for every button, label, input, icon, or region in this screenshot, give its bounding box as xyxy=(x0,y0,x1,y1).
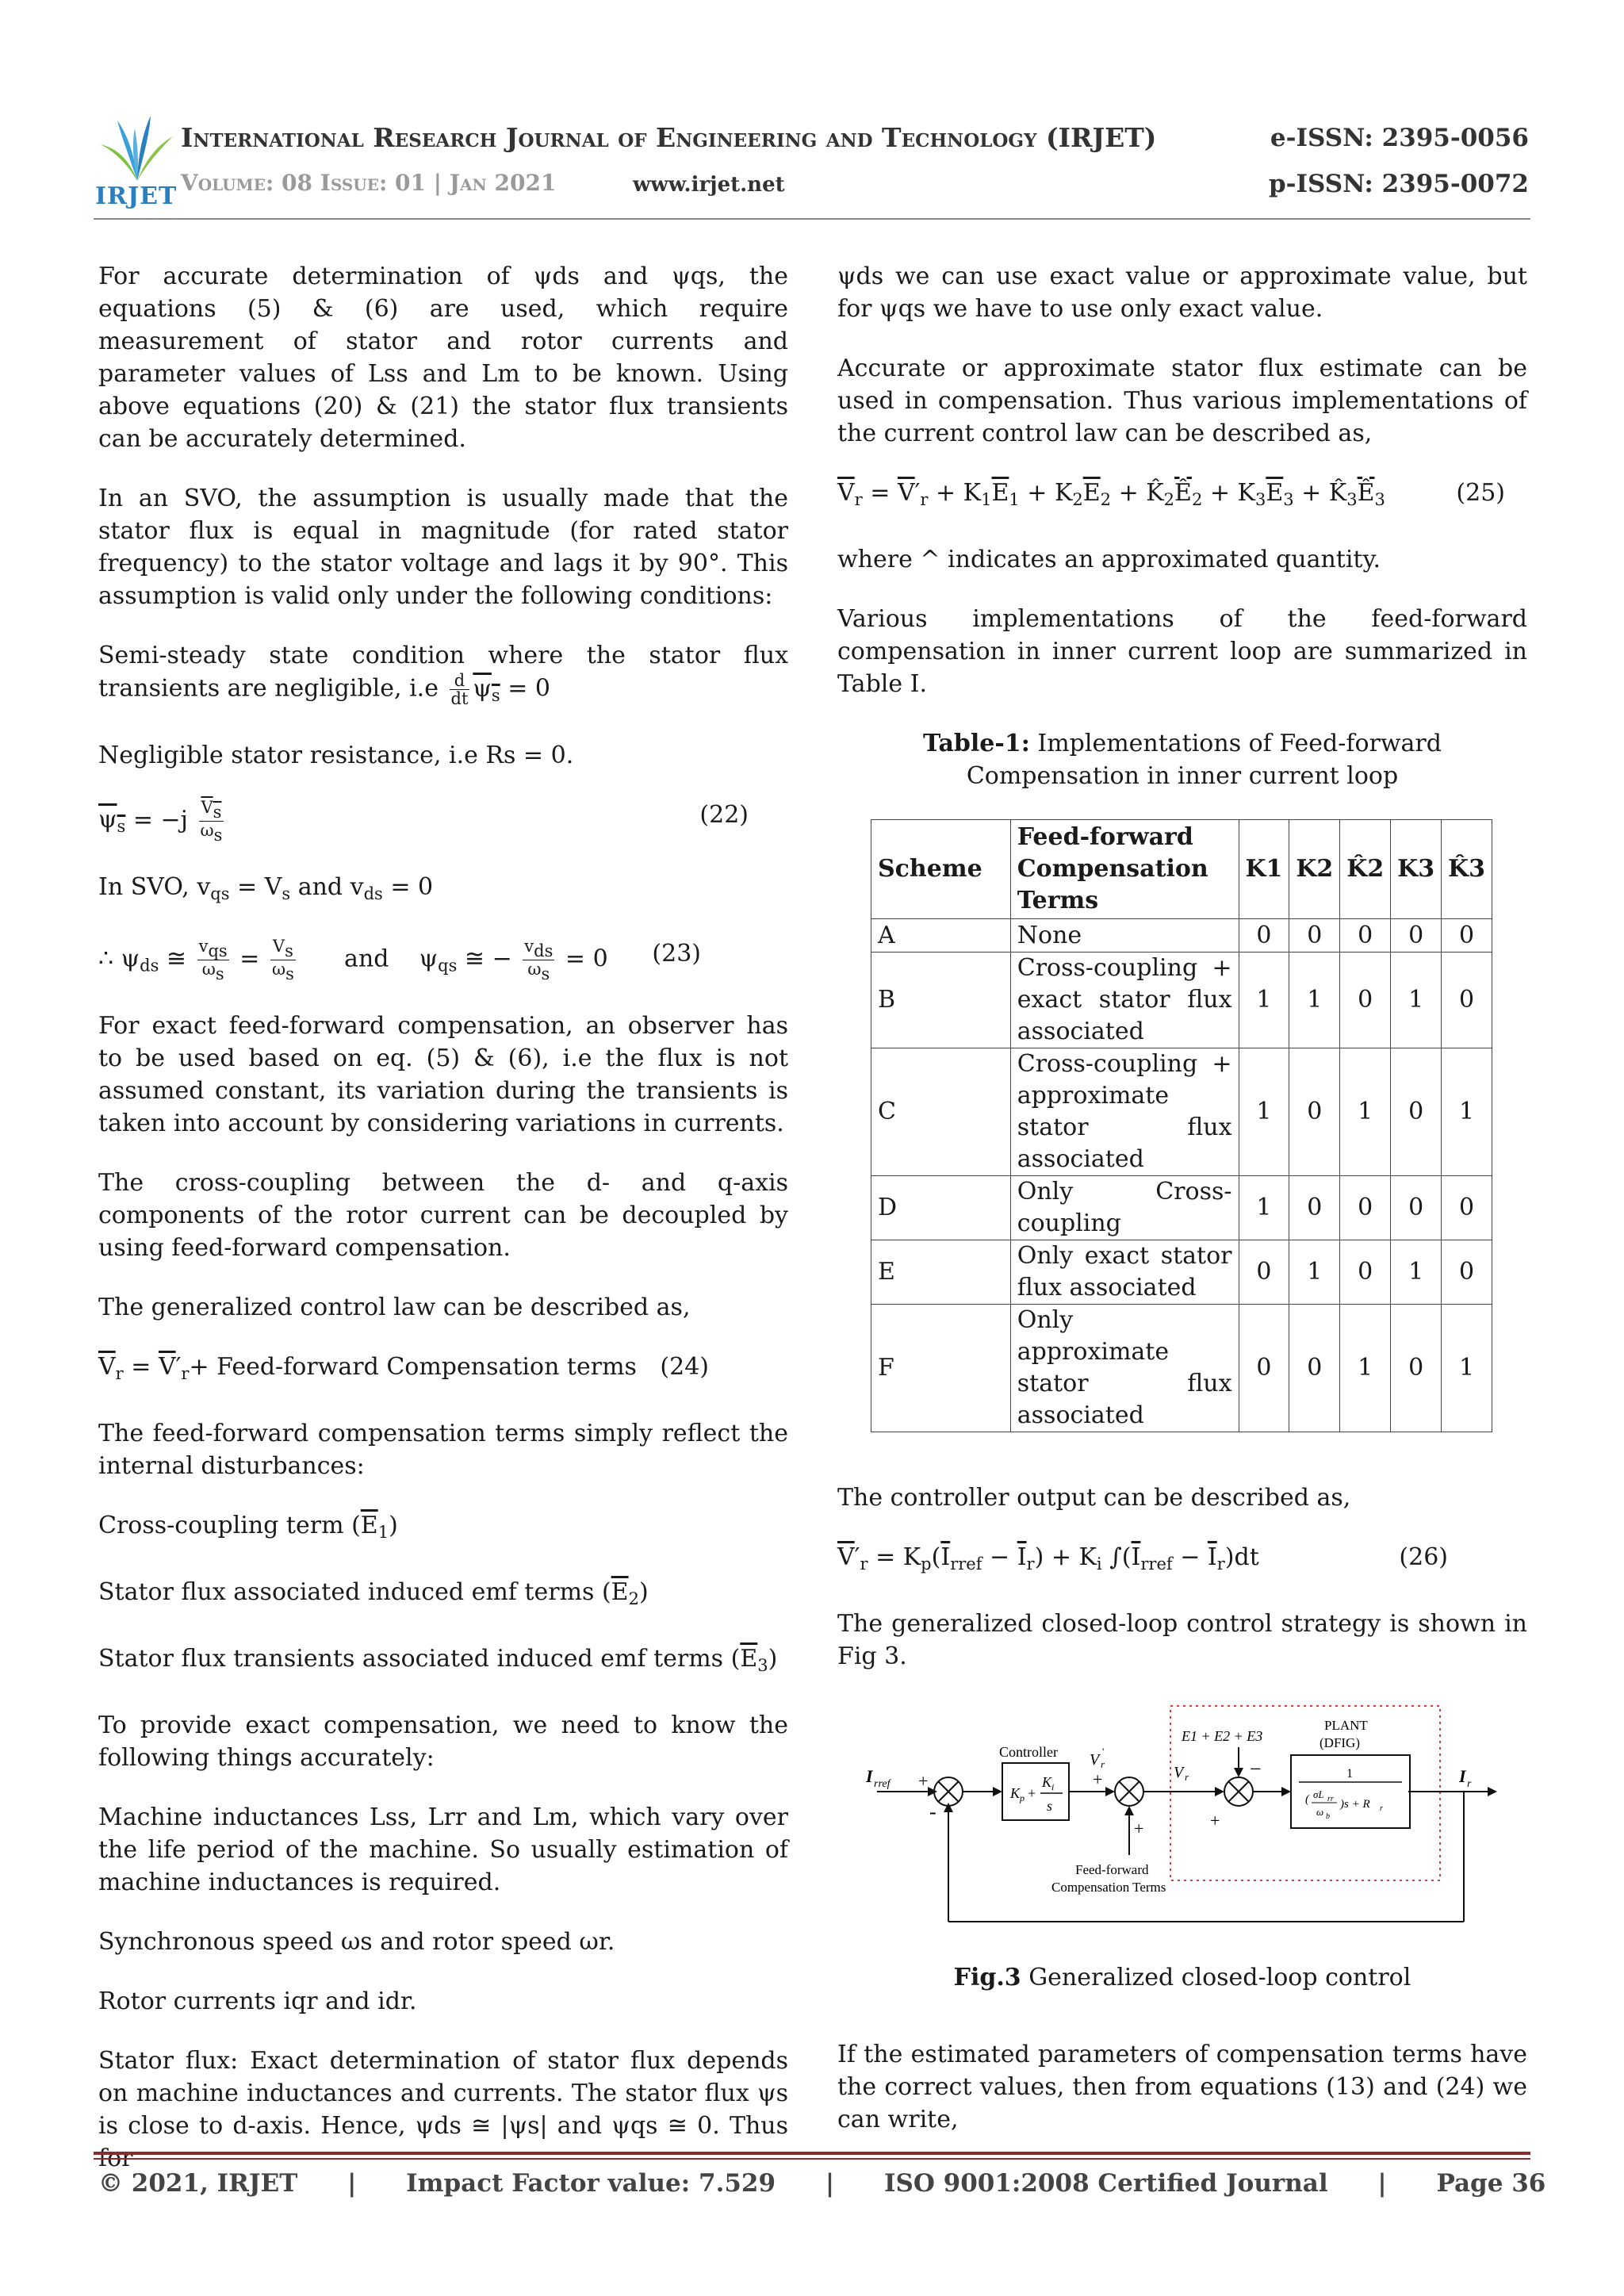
table-cell: None xyxy=(1010,919,1239,953)
table-cell: 0 xyxy=(1442,1240,1492,1305)
table-cell: E xyxy=(871,1240,1011,1305)
table-cell: 0 xyxy=(1391,1048,1442,1176)
feedforward-label-1: Feed-forward xyxy=(1075,1862,1149,1877)
paragraph: Stator flux: Exact determination of stator flux depends on machine inductances and currents. The stator flux ψs is close to d-axis. Hence, ψds ≅ |ψs| and ψqs ≅ 0. Thus xyxy=(98,2046,788,2140)
table-cell: 0 xyxy=(1442,953,1492,1048)
text: In SVO, xyxy=(98,872,190,901)
paragraph: The feed-forward compensation terms simply reflect the internal disturbances: xyxy=(98,1419,788,1480)
volume-info: Volume: 08 Issue: 01 | Jan 2021 xyxy=(181,170,557,196)
table-cell: 1 xyxy=(1391,1240,1442,1305)
table-cell: 0 xyxy=(1391,919,1442,953)
figure-caption xyxy=(837,1961,1527,1994)
text: Semi-steady state condition where the stator flux transients are negligible, i.e xyxy=(98,642,788,703)
table-cell: 1 xyxy=(1239,1176,1289,1240)
svg-text:i: i xyxy=(1051,1781,1055,1792)
table-cell: 0 xyxy=(1239,1240,1289,1305)
plant-label: PLANT xyxy=(1324,1718,1368,1733)
paragraph: Stator flux associated induced emf terms $(\overline{E}_2)$ xyxy=(98,1577,649,1608)
compensation-table xyxy=(871,819,1492,1432)
table-cell: A xyxy=(871,919,1011,953)
paragraph: The generalized closed-loop control strategy is shown in Fig 3. xyxy=(837,1610,1527,1670)
svg-text:r: r xyxy=(1101,1758,1105,1770)
table-cell: Only exact stator flux associated xyxy=(1010,1240,1239,1305)
control-block-diagram xyxy=(837,1700,1527,1938)
footer-impact-factor: Impact Factor value: 7.529 xyxy=(406,2169,776,2198)
equation-25: $\overline{V}_r = \overline{V}'_r + K_1\overline{E}_1 + K_2\overline{E}_2$ + $K̂_2\overline{Ê}_2 + K_3\overline{E}_3$ + $K̂_3\overline{Ê}_3$ (25) xyxy=(837,477,1527,516)
table-cell: 0 xyxy=(1442,1176,1492,1240)
journal-title: International Research Journal of Engineering and Technology (IRJET) xyxy=(181,122,1157,153)
footer-divider xyxy=(94,2158,1530,2160)
table-row xyxy=(871,953,1492,1048)
paragraph: The controller output can be described as, xyxy=(837,1484,1351,1512)
paragraph: Stator flux transients associated induced emf terms $(\overline{E}_3)$ xyxy=(98,1644,778,1675)
paragraph: Machine inductances Lss, Lrr and Lm, which vary over the life period of the machine. So usually estimation of machine inductances is required. xyxy=(98,1803,788,1896)
table-cell: 0 xyxy=(1391,1305,1442,1432)
equation-number: (22) xyxy=(699,800,749,829)
svg-text:K: K xyxy=(1042,1774,1052,1790)
paragraph: In an SVO, the assumption is usually made that the stator flux is equal in magnitude (for rated stator frequency) to the stator voltage and lags it by 90°. This assumption is valid only under the following conditions: xyxy=(98,485,788,610)
svg-text:+: + xyxy=(1210,1811,1220,1830)
table-cell: C xyxy=(871,1048,1011,1176)
table-cell: 1 xyxy=(1239,953,1289,1048)
table-header: K1 xyxy=(1239,820,1289,919)
table-header: K̂2 xyxy=(1340,820,1391,919)
table-caption-text: Implementations of Feed-forward Compensation in inner current loop xyxy=(966,730,1442,790)
figure-caption-label: Fig.3 xyxy=(953,1964,1021,1991)
svg-text:-: - xyxy=(929,1800,936,1823)
table-cell: 0 xyxy=(1340,1240,1391,1305)
page-header xyxy=(94,113,1529,220)
paragraph: If the estimated parameters of compensation terms have the correct values, then from equations (13) and (24) we can write, xyxy=(837,2041,1527,2133)
table-row xyxy=(871,1048,1492,1176)
footer-copyright: © 2021, IRJET xyxy=(98,2169,298,2198)
svg-text:+: + xyxy=(1134,1819,1144,1838)
paragraph: The generalized control law can be described as, xyxy=(98,1293,691,1321)
controller-label: Controller xyxy=(999,1744,1058,1760)
table-cell: 1 xyxy=(1442,1048,1492,1176)
table-cell: D xyxy=(871,1176,1011,1240)
svg-text:−: − xyxy=(1250,1757,1262,1780)
table-cell: Only approximate stator flux associated xyxy=(1010,1305,1239,1432)
text: Stator flux associated induced emf terms xyxy=(98,1577,595,1606)
feedforward-label-2: Compensation Terms xyxy=(1051,1880,1166,1895)
paragraph: Semi-steady state condition where the stator flux transients are negligible, i.e $\frac{d}{dt}$ $\psi_s = 0$ xyxy=(98,642,788,708)
svg-text:rr: rr xyxy=(1327,1795,1334,1803)
e-issn: e-ISSN: 2395-0056 xyxy=(1270,124,1529,152)
table-cell: B xyxy=(871,953,1011,1048)
table-cell: Only Cross-coupling xyxy=(1010,1176,1239,1240)
table-caption xyxy=(837,727,1527,792)
page-footer xyxy=(98,2169,1545,2198)
footer-page-number: Page 36 xyxy=(1436,2169,1546,2198)
text: Feed-forward Compensation terms xyxy=(216,1352,637,1381)
table-header: Scheme xyxy=(871,820,1011,919)
logo-text: IRJET xyxy=(95,182,178,210)
header-divider xyxy=(94,218,1530,220)
paragraph: To provide exact compensation, we need to know the following things accurately: xyxy=(98,1711,788,1772)
table-header-row xyxy=(871,820,1492,919)
table-cell: F xyxy=(871,1305,1011,1432)
table-cell: 0 xyxy=(1289,1048,1340,1176)
p-issn: p-ISSN: 2395-0072 xyxy=(1268,170,1529,198)
paragraph: Synchronous speed ωs and rotor speed ωr. xyxy=(98,1927,615,1956)
table-cell: 1 xyxy=(1442,1305,1492,1432)
disturbance-label: E1 + E2 + E3 xyxy=(1182,1728,1263,1744)
table-cell: 0 xyxy=(1340,919,1391,953)
table-row xyxy=(871,1305,1492,1432)
svg-text:rref: rref xyxy=(874,1778,891,1790)
text: Cross-coupling term xyxy=(98,1511,344,1539)
equation-22: $\psi_s = -j$ $\frac{Vs}{\omega s}$ (22) xyxy=(98,797,749,845)
svg-text:ω: ω xyxy=(1316,1806,1324,1818)
table-cell: 0 xyxy=(1340,1176,1391,1240)
paragraph: where ^ indicates an approximated quantity. xyxy=(837,546,1381,573)
irjet-logo xyxy=(94,113,181,216)
footer-separator: | xyxy=(347,2169,357,2198)
table-cell: 0 xyxy=(1442,919,1492,953)
table-header: K3 xyxy=(1391,820,1442,919)
paragraph: Negligible stator resistance, i.e Rs = 0. xyxy=(98,741,574,769)
left-column xyxy=(98,260,788,2202)
table-caption-label: Table-1: xyxy=(923,730,1030,757)
svg-text:)s + R: )s + R xyxy=(1340,1798,1370,1811)
svg-text:p: p xyxy=(1020,1792,1025,1803)
text: Stator flux transients associated induced emf terms xyxy=(98,1644,724,1673)
paragraph: Various implementations of the feed-forward compensation in inner current loop are summarized in Table I. xyxy=(837,605,1527,698)
svg-text:+: + xyxy=(1028,1785,1036,1801)
svg-text:V: V xyxy=(1174,1764,1184,1781)
right-column xyxy=(837,260,1527,2163)
journal-website-link[interactable]: www.irjet.net xyxy=(633,173,785,197)
footer-divider xyxy=(94,2152,1530,2155)
table-cell: Cross-coupling + exact stator flux associated xyxy=(1010,953,1239,1048)
table-header: K2 xyxy=(1289,820,1340,919)
svg-text:': ' xyxy=(1102,1746,1105,1757)
table-cell: 0 xyxy=(1289,1176,1340,1240)
equation-number: (23) xyxy=(652,939,701,968)
svg-text:I: I xyxy=(1459,1766,1466,1786)
table-cell: 0 xyxy=(1289,1305,1340,1432)
equation-24: $\overline{V}_r = \overline{V}'_r+$ Feed-forward Compensation terms (24) xyxy=(98,1351,788,1390)
paragraph: For accurate determination of ψds and ψqs, the equations (5) & (6) are used, which require measurement of stator and rotor currents and parameter values of Lss and Lm to be known. Using above equations (20) & (21) the stator flux transients can be accurately determined. xyxy=(98,263,788,453)
svg-text:(: ( xyxy=(1305,1793,1309,1806)
table-cell: 0 xyxy=(1340,953,1391,1048)
paragraph: Rotor currents iqr and idr. xyxy=(98,1987,417,2015)
equation-26: $\overline{V}'_r = K_p(\overline{I}_{rref} - \overline{I}_r) + K_i$ $\int(\overline{I}_{rref} - \overline{I}_r)dt$ (26) xyxy=(837,1541,1527,1581)
svg-text:b: b xyxy=(1326,1812,1330,1821)
paragraph: Accurate or approximate stator flux estimate can be used in compensation. Thus various implementations of the current control law can be described as, xyxy=(837,355,1527,447)
equation-number: (24) xyxy=(660,1352,709,1381)
table-cell: 1 xyxy=(1391,953,1442,1048)
table-row xyxy=(871,1240,1492,1305)
svg-text:I: I xyxy=(866,1766,873,1786)
equation-23: ∴ $\psi_{ds}$ ≅ $\frac{\text{vqs}}{\omega s}$ = $\frac{Vs}{\omega s}$ and $\psi_{qs}$ ≅ − $\frac{\text{vds}}{\omega s}$ = 0 (23) xyxy=(98,936,701,983)
footer-separator: | xyxy=(825,2169,835,2198)
table-header: K̂3 xyxy=(1442,820,1492,919)
svo-condition: In SVO, $v_{qs} = V_s$ and $v_{ds} = 0$ xyxy=(98,872,434,903)
table-cell: 1 xyxy=(1340,1305,1391,1432)
table-cell: 1 xyxy=(1289,1240,1340,1305)
svg-text:K: K xyxy=(1010,1785,1021,1801)
figure-caption-text: Generalized closed-loop control xyxy=(1028,1964,1411,1991)
table-cell: 1 xyxy=(1239,1048,1289,1176)
svg-text:+: + xyxy=(918,1771,929,1791)
svg-text:+: + xyxy=(1093,1769,1103,1789)
svg-text:1: 1 xyxy=(1346,1767,1353,1780)
table-row xyxy=(871,919,1492,953)
svg-text:r: r xyxy=(1467,1778,1472,1790)
table-cell: 0 xyxy=(1239,919,1289,953)
table-cell: Cross-coupling + approximate stator flux associated xyxy=(1010,1048,1239,1176)
table-header: Feed-forward Compensation Terms xyxy=(1010,820,1239,919)
svg-text:σL: σL xyxy=(1313,1788,1324,1800)
table-cell: 1 xyxy=(1289,953,1340,1048)
footer-separator: | xyxy=(1377,2169,1387,2198)
table-cell: 0 xyxy=(1289,919,1340,953)
svg-text:V: V xyxy=(1090,1751,1100,1769)
footer-iso: ISO 9001:2008 Certified Journal xyxy=(883,2169,1328,2198)
table-cell: 1 xyxy=(1340,1048,1391,1176)
paragraph: The cross-coupling between the d- and q-axis components of the rotor current can be decoupled by using feed-forward compensation. xyxy=(98,1168,788,1262)
svg-text:s: s xyxy=(1047,1798,1053,1814)
paragraph: Cross-coupling term $(\overline{E}_1)$ xyxy=(98,1511,398,1542)
svg-text:r: r xyxy=(1185,1771,1189,1783)
table-cell: 0 xyxy=(1391,1176,1442,1240)
svg-text:r: r xyxy=(1380,1804,1383,1813)
paragraph: ψds we can use exact value or approximate value, but for ψqs we have to use only exact value. xyxy=(837,263,1527,323)
paragraph: For exact feed-forward compensation, an observer has to be used based on eq. (5) & (6), i.e the flux is not assumed constant, its variation during the transients is taken into account by considering variations in currents. xyxy=(98,1011,788,1137)
equation-number: (25) xyxy=(1456,479,1505,507)
table-row xyxy=(871,1176,1492,1240)
table-cell: 0 xyxy=(1239,1305,1289,1432)
plant-sublabel: (DFIG) xyxy=(1320,1735,1360,1750)
equation-number: (26) xyxy=(1399,1543,1448,1571)
